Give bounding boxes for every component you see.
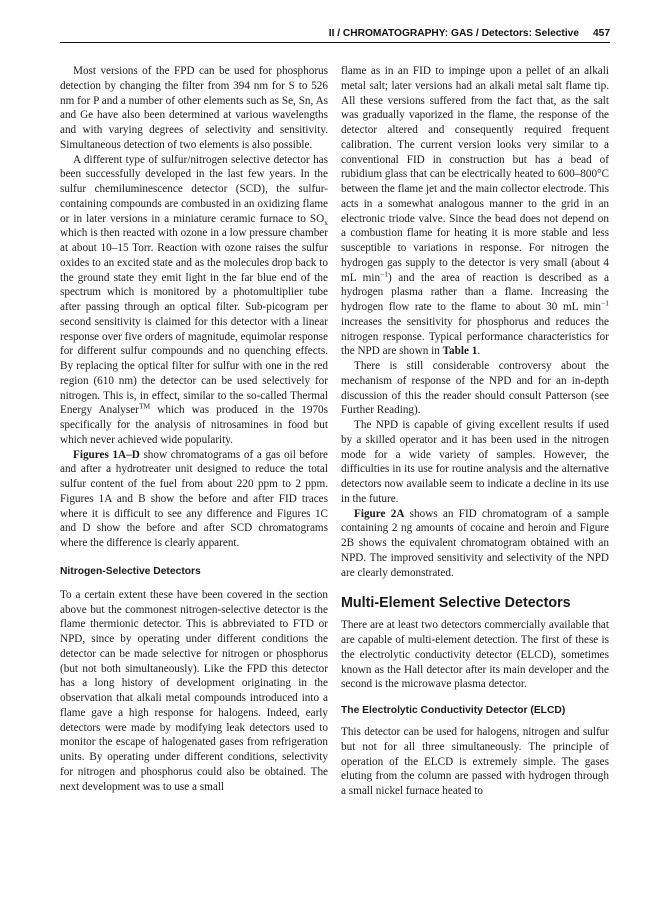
paragraph-text: . xyxy=(477,345,481,358)
paragraph xyxy=(341,64,609,359)
paragraph: To a certain extent these have been covered in the section above but the commonest nitrogen-selective detector is the flame thermionic detector. This is abbreviated to FTD or NPD, since by operating under different conditions the detector can be made selective for nitrogen or phosphorus (but not both simultaneously). Like the FPD this detector has a long history of development originating in the observation that alkali metal compounds introduced into a flame gave a high response for halogens. Indeed, early detectors were made by modifying leak detectors used to monitor the escape of halogenated gases from refrigeration units. By operating under different conditions, selectivity for nitrogen and phosphorus could also be obtained. The next development was to use a small xyxy=(60,588,328,793)
paragraph-text: increases the sensitivity for phosphorus and reduces the nitrogen response. Typical performance characteristics for the NPD are shown in xyxy=(341,315,609,358)
paragraph-text: shows an FID chromatogram of a sample containing 2 ng amounts of cocaine and heroin and Figure 2B shows the equivalent chromatogram obtained with an NPD. The improved sensitivity and selectivity of the NPD are clearly demonstrated. xyxy=(341,507,609,579)
paragraph-text: show chromatograms of a gas oil before and after a hydrotreater unit designed to reduce the total sulfur content of the fuel from about 220 ppm to 2 ppm. Figures 1A and B show the before and after FID traces where it is difficult to see any difference and Figures 1C and D show the before and after SCD chromatograms where the difference is clearly apparent. xyxy=(60,448,329,549)
paragraph-text: which is then reacted with ozone in a low pressure chamber at about 10–15 Torr. Reaction with ozone raises the sulfur oxides to an excited state and as the molecules drop back to the ground state they emit light in the far blue end of the spectrum which is monitored by a photomultiplier tube after passing through an optical filter. Sub-picogram per second sensitivity is claimed for this detector with a linear response over five orders of magnitude, equimolar response for different sulfur compounds and no quenching effects. By replacing the optical filter for sulfur with one in the red region (610 nm) the detector can be used selectively for nitrogen. This is, in effect, similar to the so-called Thermal Energy Analyser xyxy=(60,227,328,417)
paragraph: Most versions of the FPD can be used for phosphorus detection by changing the filter from 394 nm for S to 526 nm for P and a number of other elements such as Se, Sn, As and Ge have also been determined at various wavelengths and with varying degrees of selectivity and sensitivity. Simultaneous detection of two elements is also possible. xyxy=(60,65,328,151)
figure-reference: Figure 2A xyxy=(354,507,405,520)
paragraph: This detector can be used for halogens, nitrogen and sulfur but not for all three simultaneously. The principle of operation of the ELCD is extremely simple. The gases eluting from the column are passed with hydrogen through a small nickel furnace heated to xyxy=(341,726,609,797)
subsection-heading: The Electrolytic Conductivity Detector (ELCD) xyxy=(341,705,566,716)
paragraph: The NPD is capable of giving excellent results if used by a skilled operator and it has been used in the nitrogen mode for a wide variety of samples. However, the difficulties in its use for routine analysis and the alternative detectors now available seem to indicate a decline in its use in the future. xyxy=(341,419,609,505)
paragraph xyxy=(60,448,328,551)
paragraph xyxy=(60,153,328,448)
table-reference: Table 1 xyxy=(442,345,478,358)
subscript: x xyxy=(324,217,328,227)
section-heading: Multi-Element Selective Detectors xyxy=(341,595,571,612)
right-column xyxy=(341,64,609,799)
running-header xyxy=(60,28,610,43)
running-header-title: II / CHROMATOGRAPHY: GAS / Detectors: Selective xyxy=(328,28,579,39)
superscript: −1 xyxy=(380,268,389,278)
page-number: 457 xyxy=(593,28,610,39)
figure-reference: Figures 1A–D xyxy=(73,448,140,461)
paragraph-text: A different type of sulfur/nitrogen selective detector has been successfully developed in the last few years. In the sulfur chemiluminescence detector (SCD), the sulfur-containing compounds are combusted in an oxidizing flame or in later versions in a miniature ceramic furnace to SO xyxy=(60,153,328,225)
paragraph xyxy=(341,507,609,581)
paragraph-text: ) and the area of reaction is described as a hydrogen plasma rather than a flame. Increasing the hydrogen flow rate to the flame to about 30 mL min xyxy=(341,271,609,313)
subsection-heading: Nitrogen-Selective Detectors xyxy=(60,565,201,577)
trademark-superscript: TM xyxy=(138,401,151,411)
paragraph: There is still considerable controversy about the mechanism of response of the NPD and for an in-depth discussion of this the reader should consult Patterson (see Further Reading). xyxy=(341,360,609,417)
paragraph-text: flame as in an FID to impinge upon a pellet of an alkali metal salt; later versions had an alkali metal salt flame tip. All these versions suffered from the fact that, as the salt was gradually vaporized in the flame, the response of the detector altered and consequently required frequent calibration. The current version looks very similar to a conventional FID in construction but has a bead of rubidium glass that can be electrically heated to 600–800°C between the flame jet and the main collector electrode. This acts in a somewhat analogous manner to the grid in an electronic triode valve. Since the bead does not depend on a combustion flame for heating it is more stable and less susceptible to variations in response. For nitrogen the hydrogen gas supply to the detector is very small (about 4 mL min xyxy=(341,65,609,284)
paragraph-text: which was produced in the 1970s specifically for the analysis of nitrosamines in food but which never achieved wide popularity. xyxy=(60,404,328,446)
paragraph: There are at least two detectors commercially available that are capable of multi-element detection. The first of these is the electrolytic conductivity detector (ELCD), sometimes known as the Hall detector after its main developer and the second is the microwave plasma detector. xyxy=(341,619,609,691)
superscript: −1 xyxy=(601,298,609,308)
left-column xyxy=(60,64,328,794)
